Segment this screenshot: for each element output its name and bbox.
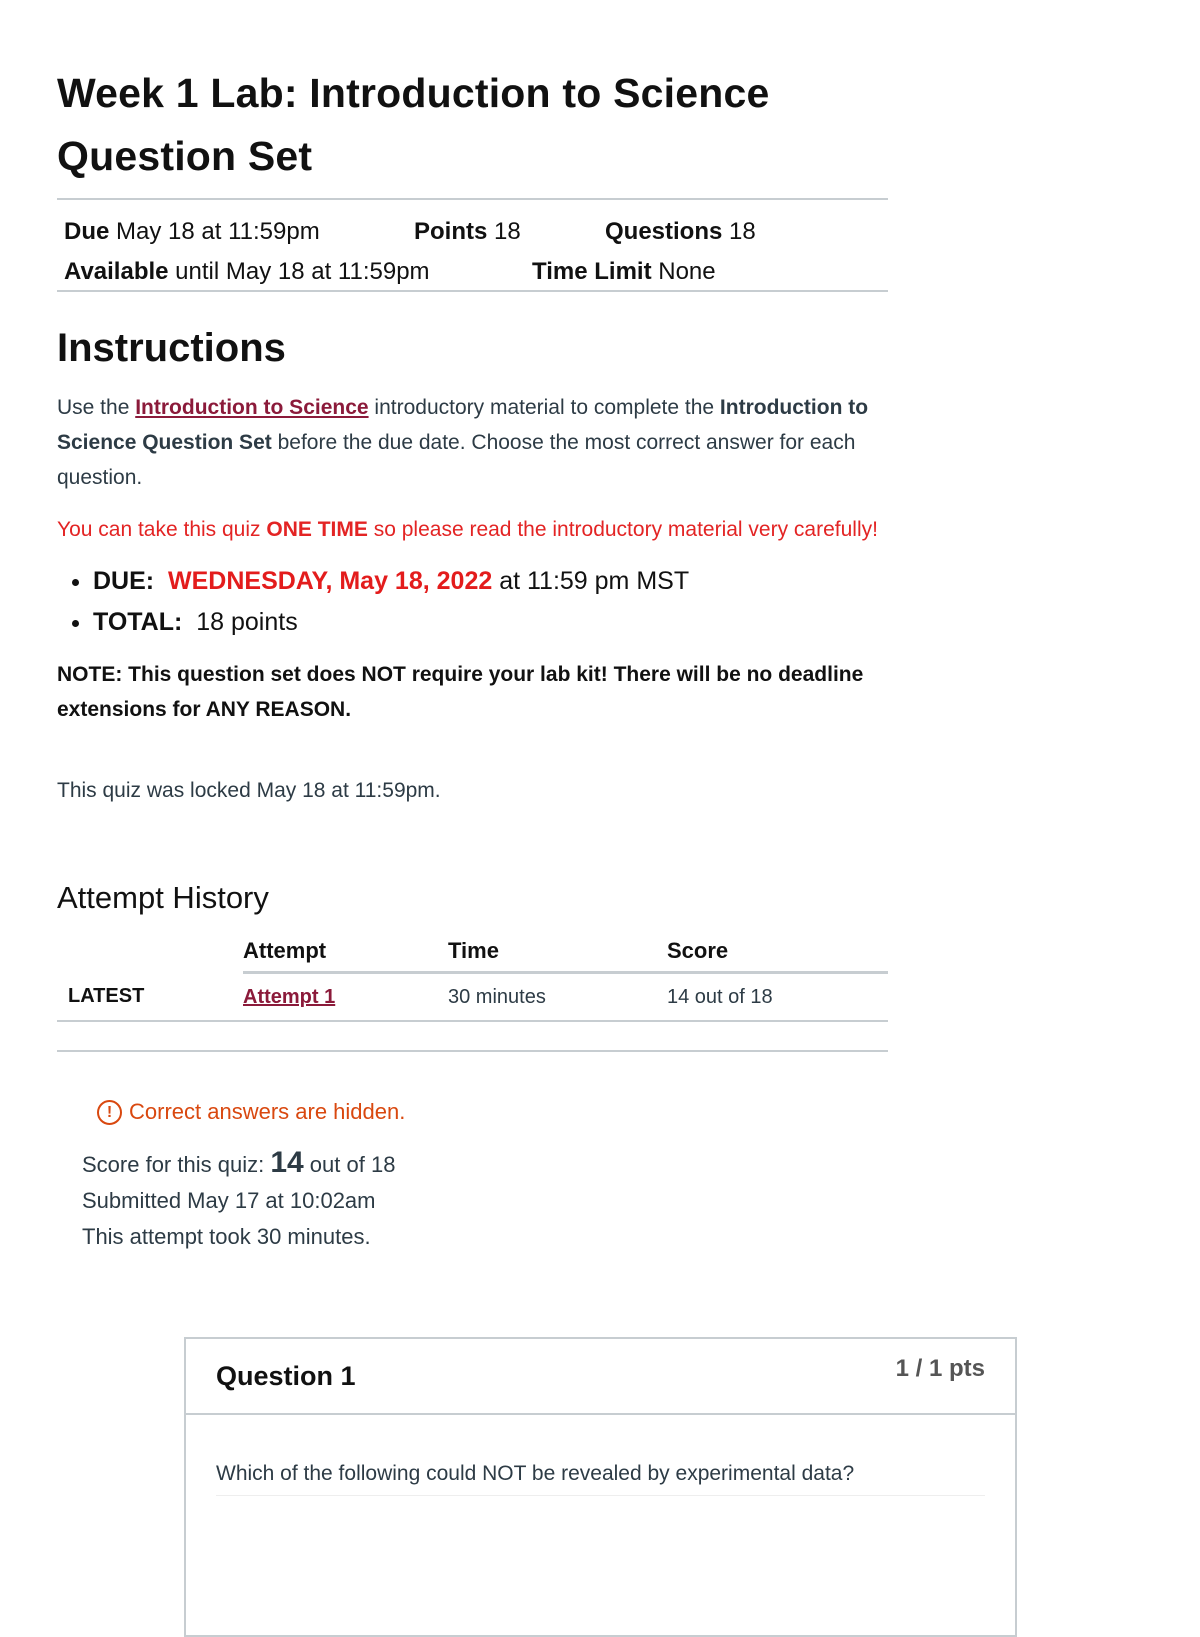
due-item: • DUE: WEDNESDAY, May 18, 2022 at 11:59 pm MST	[93, 561, 888, 602]
attempt-history-table	[57, 931, 888, 1022]
score-cell: 14 out of 18	[667, 973, 888, 1022]
questions-meta: Questions 18	[605, 218, 756, 245]
question-card	[184, 1337, 1017, 1637]
attempt-cell	[243, 973, 448, 1022]
attempt-history-heading: Attempt History	[57, 880, 269, 915]
locked-message: This quiz was locked May 18 at 11:59pm.	[57, 779, 441, 802]
time-cell: 30 minutes	[448, 973, 667, 1022]
due-total-list	[57, 561, 888, 643]
due-date: WEDNESDAY, May 18, 2022	[168, 567, 493, 595]
alert-circle-icon: !	[97, 1100, 122, 1125]
question-header	[186, 1339, 1015, 1415]
due-meta: Due May 18 at 11:59pm	[64, 218, 320, 245]
header-blank	[57, 931, 243, 973]
quiz-score: Score for this quiz: 14 out of 18	[82, 1146, 396, 1179]
col-attempt: Attempt	[243, 931, 448, 973]
col-score: Score	[667, 931, 888, 973]
instructions-heading: Instructions	[57, 326, 286, 370]
page-title	[57, 0, 888, 188]
instructions-intro: Use the Introduction to Science introductory material to complete the Introduction to Science Question Set before the due date. Choose the most correct answer for each question.	[57, 396, 869, 489]
attempt-1-link[interactable]: Attempt 1	[243, 985, 336, 1008]
title-line-2: Question Set	[57, 133, 313, 179]
lab-kit-note: NOTE: This question set does NOT require your lab kit! There will be no deadline extensions for ANY REASON.	[57, 663, 864, 721]
total-item: • TOTAL: 18 points	[93, 602, 888, 643]
one-time-warning: You can take this quiz ONE TIME so please read the introductory material very carefully!	[57, 518, 878, 541]
quiz-page	[57, 0, 888, 1255]
answers-hidden-notice: ! Correct answers are hidden.	[97, 1097, 888, 1127]
score-summary	[82, 1145, 888, 1255]
title-line-1: Week 1 Lab: Introduction to Science	[57, 70, 770, 116]
question-points: 1 / 1 pts	[895, 1355, 985, 1382]
question-title: Question 1	[216, 1360, 356, 1391]
time-limit-meta: Time Limit None	[532, 258, 716, 285]
submitted-time: Submitted May 17 at 10:02am	[82, 1188, 376, 1213]
latest-tag: LATEST	[57, 973, 243, 1022]
col-time: Time	[448, 931, 667, 973]
table-row	[57, 973, 888, 1022]
attempt-duration: This attempt took 30 minutes.	[82, 1224, 371, 1249]
quiz-meta	[57, 200, 888, 290]
score-value: 14	[270, 1146, 304, 1179]
points-meta: Points 18	[414, 218, 521, 245]
available-meta: Available until May 18 at 11:59pm	[64, 258, 430, 285]
divider	[57, 1050, 888, 1052]
question-text: Which of the following could NOT be revealed by experimental data?	[216, 1459, 985, 1496]
intro-material-link[interactable]: Introduction to Science	[135, 396, 369, 419]
question-set-name: Introduction to Science Question Set	[57, 396, 869, 454]
